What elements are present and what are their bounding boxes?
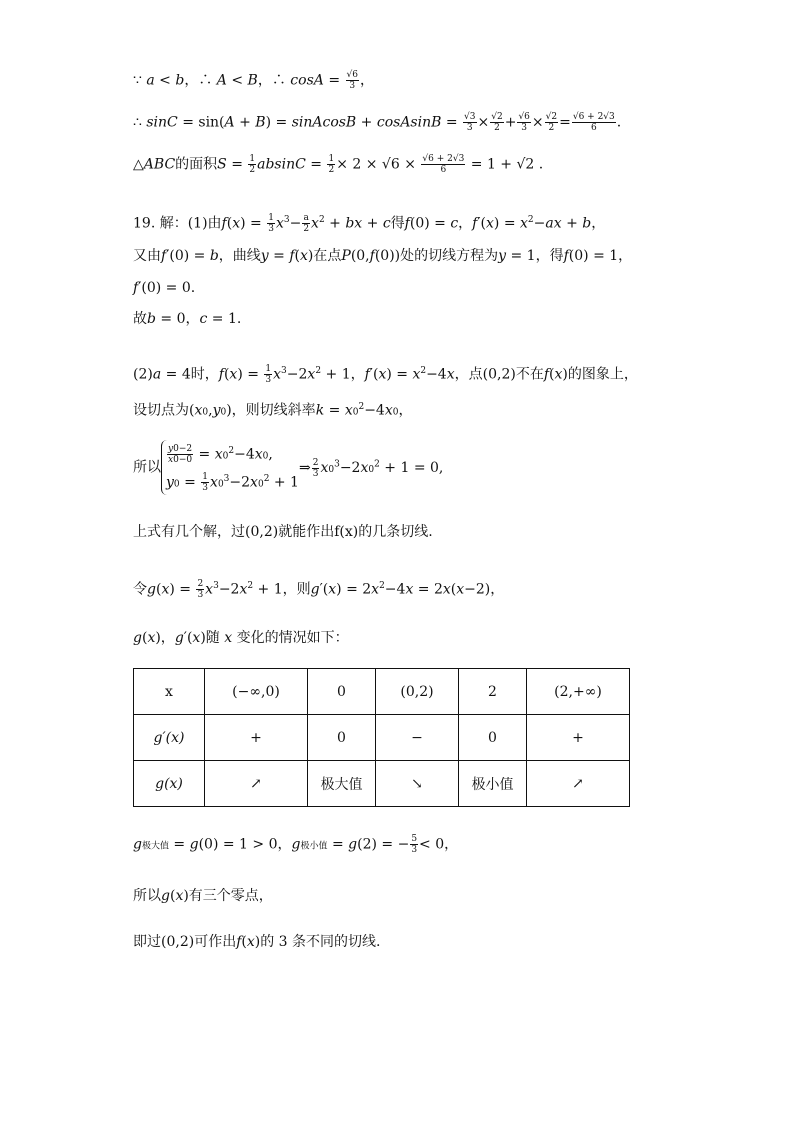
table-cell: g′(x) <box>134 715 205 761</box>
table-cell: 极大值 <box>308 761 376 807</box>
line-19-part1: 19. 解：(1)由f(x) = $\frac{1}{3}$ $x^3-$ $\frac{a}{2}$ $x^2$ + bx + c得f(0) = c，$f'(x) = x^2-ax + b$， <box>133 213 606 235</box>
table-cell: 0 <box>308 715 376 761</box>
equation-system: $\frac{y0-2}{x0-0}$ = $x0^2-4x0$, y0 = $\frac{1}{3}$ $x0^3-2x0^2 + 1$ <box>161 440 299 495</box>
table-cell: ↗ <box>527 761 630 807</box>
table-cell: x <box>134 669 205 715</box>
table-cell: − <box>376 715 459 761</box>
table-row <box>134 761 630 807</box>
table-cell: 0 <box>308 669 376 715</box>
table-cell: + <box>205 715 308 761</box>
line-table-intro: g(x)，g′(x)随 x 变化的情况如下： <box>133 630 349 646</box>
line-conclusion: 即过(0,2)可作出f(x)的 3 条不同的切线. <box>133 934 381 950</box>
variation-table <box>133 668 630 807</box>
line-three-zeros: 所以g(x)有三个零点， <box>133 888 273 904</box>
table-cell: ↘ <box>376 761 459 807</box>
table-row <box>134 669 630 715</box>
line-tangent-condition: 又由f′(0) = b，曲线y = f(x)在点P(0,f(0))处的切线方程为y = 1，得f(0) = 1， <box>133 248 633 264</box>
table-cell: ↗ <box>205 761 308 807</box>
line-fprime0: f′(0) = 0. <box>133 280 196 296</box>
table-cell: 0 <box>459 715 527 761</box>
table-cell: 2 <box>459 669 527 715</box>
line-tangent-point: 设切点为(x0,y0)，则切线斜率$k = x0^2-4x0$， <box>133 402 413 419</box>
table-row <box>134 715 630 761</box>
table-cell: (−∞,0) <box>205 669 308 715</box>
table-cell: 极小值 <box>459 761 527 807</box>
table-cell: (2,+∞) <box>527 669 630 715</box>
line-sinC: ∴ sinC = sin(A + B) = sinAcosB + cosAsinB = $\frac{√3}{3}$ × $\frac{√2}{2}$ + $\frac{√6}{3}$ × $\frac{√2}{2}$ = $\frac{√6 + 2√3}{6}$ . <box>133 112 622 133</box>
line-part2: (2)a = 4时，f(x) = $\frac{1}{3}$ $x^3-2x^2 + 1$，$f'(x) = x^2-4x$，点(0,2)不在f(x)的图象上， <box>133 364 638 386</box>
line-system: 所以 $\frac{y0-2}{x0-0}$ = $x0^2-4x0$, y0 = $\frac{1}{3}$ $x0^3-2x0^2 + 1$ ⇒ $\frac{2}{3}$ $x0^3-2x0^2 + 1 = 0$, <box>133 440 443 495</box>
line-cosA: ∵ a < b，∴ A < B，∴ cosA = $\frac{√6}{3}$ ， <box>133 70 374 91</box>
line-solutions-note: 上式有几个解，过(0,2)就能作出f(x)的几条切线. <box>133 524 433 540</box>
table-cell: g(x) <box>134 761 205 807</box>
table-cell: (0,2) <box>376 669 459 715</box>
line-extrema: g极大值 = g(0) = 1 > 0，g极小值 = g(2) = − $\frac{5}{3}$ < 0， <box>133 834 459 855</box>
table-cell: + <box>527 715 630 761</box>
line-bc: 故b = 0，c = 1. <box>133 311 242 327</box>
line-g-def: 令g(x) = $\frac{2}{3}$ $x^3-2x^2 + 1$，则$g'(x) = 2x^2-4x = 2x(x-2)$， <box>133 579 505 601</box>
line-area: △ABC的面积S = $\frac{1}{2}$ absinC = $\frac{1}{2}$ × 2 × √6 × $\frac{√6 + 2√3}{6}$ = 1 + √2 . <box>133 154 544 175</box>
